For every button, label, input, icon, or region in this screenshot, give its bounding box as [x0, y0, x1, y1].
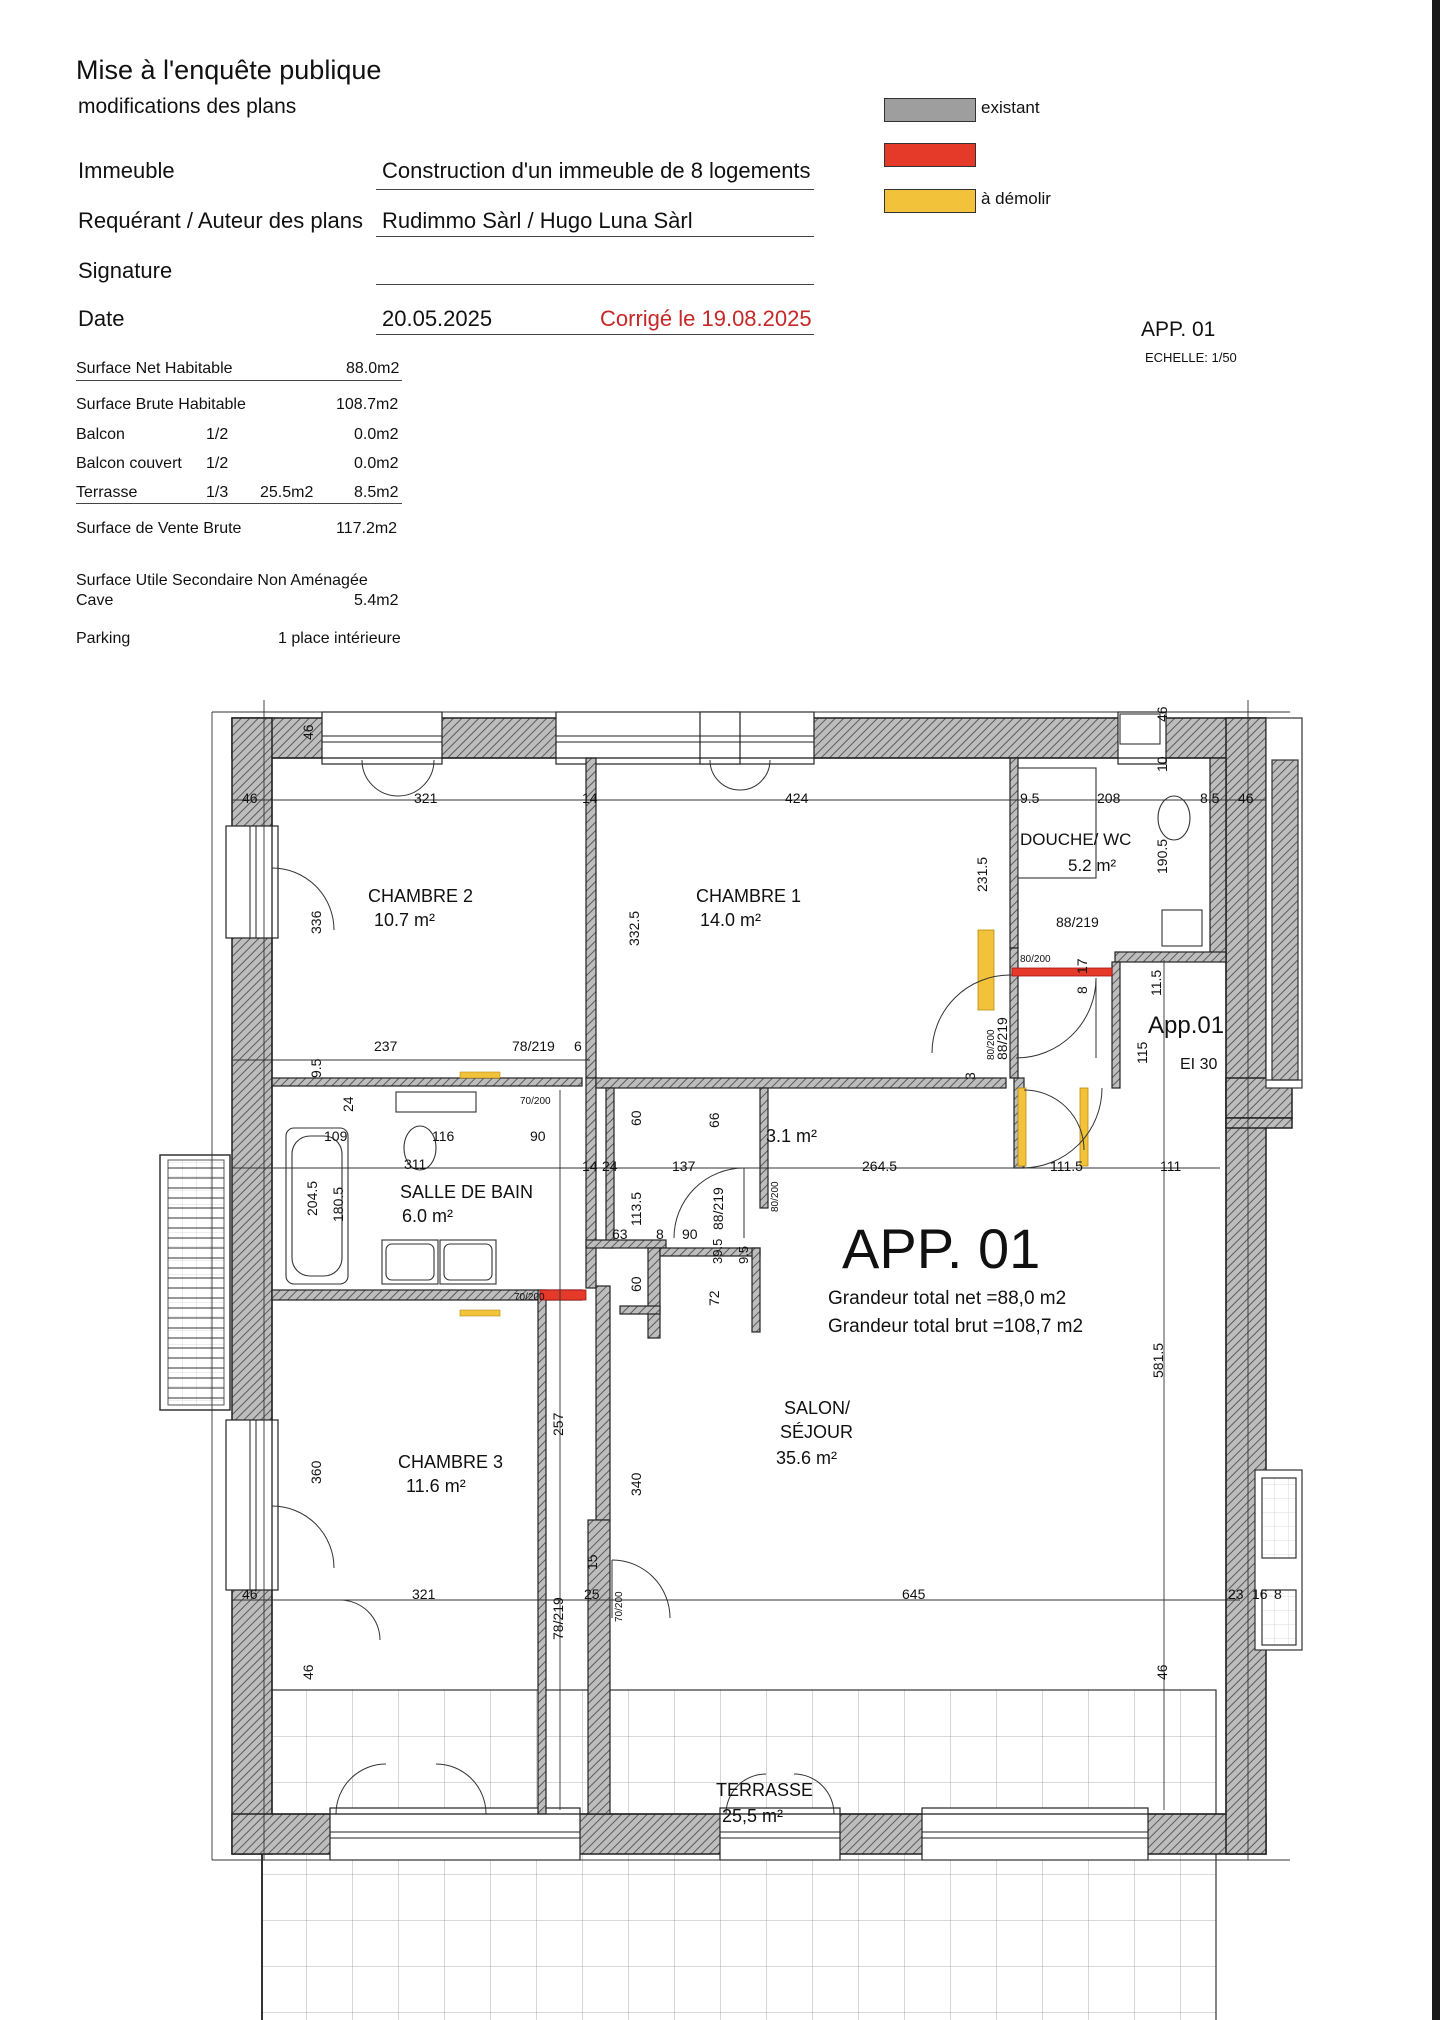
surface-label: Surface de Vente Brute — [76, 520, 242, 537]
surface-label: Surface Net Habitable — [76, 360, 233, 377]
dim-label: 231.5 — [974, 856, 990, 892]
surface-label: Surface Utile Secondaire Non Aménagée — [76, 572, 368, 589]
surface-value: 117.2m2 — [336, 520, 398, 537]
plan-big-title: APP. 01 — [842, 1217, 1041, 1280]
info-value-requerant: Rudimmo Sàrl / Hugo Luna Sàrl — [382, 208, 693, 233]
entrance-label: App.01 — [1148, 1012, 1225, 1039]
room-area: 25,5 m² — [722, 1806, 784, 1826]
room-area: 10.7 m² — [374, 910, 436, 930]
dim-label: 14 — [582, 790, 598, 806]
dim-label: 46 — [1238, 790, 1254, 806]
dim-label: 9.5 — [736, 1245, 751, 1264]
room-name: CHAMBRE 3 — [398, 1452, 504, 1472]
plan-total-net: Grandeur total net =88,0 m2 — [828, 1288, 1067, 1309]
dim-label: 70/200 — [520, 1096, 551, 1107]
surface-label: Surface Brute Habitable — [76, 396, 246, 413]
page-title: Mise à l'enquête publique — [76, 55, 382, 85]
surface-label: Cave — [76, 592, 114, 609]
dim-label: 113.5 — [628, 1192, 644, 1226]
dim-label: 78/219 — [512, 1038, 555, 1054]
info-label-date: Date — [78, 306, 125, 331]
entrance-rating: EI 30 — [1180, 1056, 1218, 1073]
dim-label: 90 — [530, 1128, 546, 1144]
surface-value: 88.0m2 — [346, 360, 400, 377]
dim-label: 17 — [1074, 958, 1090, 974]
info-value-date: 20.05.2025 — [382, 306, 493, 331]
dim-label: 46 — [300, 724, 316, 740]
dim-label: 11.5 — [1148, 969, 1164, 996]
dim-label: 72 — [706, 1290, 722, 1306]
dim-label: 78/219 — [550, 1597, 566, 1640]
dim-label: 9.5 — [308, 1058, 324, 1078]
surface-label: Balcon — [76, 426, 125, 443]
surface-label: Parking — [76, 630, 131, 647]
dim-label: 340 — [628, 1472, 644, 1496]
room-area: 6.0 m² — [402, 1206, 454, 1226]
dim-label: 88/219 — [1056, 914, 1099, 930]
dim-label: 63 — [612, 1226, 628, 1242]
dim-label: 24 — [602, 1158, 618, 1174]
app-name: APP. 01 — [1141, 318, 1216, 341]
dim-label: 46 — [1154, 706, 1170, 722]
dim-label: 257 — [550, 1412, 566, 1436]
room-name: CHAMBRE 1 — [696, 886, 802, 906]
room-area: 3.1 m² — [766, 1126, 818, 1146]
surface-value: 5.4m2 — [354, 592, 399, 609]
dim-label: 581.5 — [1150, 1342, 1166, 1378]
dim-label: 9.5 — [1020, 790, 1040, 806]
dim-label: 60 — [628, 1110, 644, 1126]
dim-label: 311 — [404, 1156, 427, 1172]
info-label-signature: Signature — [78, 258, 173, 283]
dim-label: 8 — [656, 1226, 664, 1242]
surface-value: 108.7m2 — [336, 396, 399, 413]
dim-label: 204.5 — [304, 1180, 320, 1216]
dim-label: 116 — [432, 1128, 455, 1144]
dim-label: 88/219 — [994, 1017, 1010, 1060]
dim-label: 3 — [962, 1072, 978, 1080]
dim-label: 109 — [324, 1128, 348, 1144]
dim-label: 46 — [1154, 1664, 1170, 1680]
surface-extra: 25.5m2 — [260, 484, 314, 501]
dim-label: 8 — [1274, 1586, 1282, 1602]
dim-label: 14 — [582, 1158, 598, 1174]
dim-label: 336 — [308, 910, 324, 934]
room-name-2: SÉJOUR — [780, 1422, 854, 1442]
surface-label: Balcon couvert — [76, 455, 182, 472]
dim-label: 190.5 — [1154, 838, 1170, 874]
correction-date: Corrigé le 19.08.2025 — [600, 306, 812, 331]
dim-label: 111 — [1160, 1158, 1182, 1174]
dim-label: 39.5 — [710, 1238, 725, 1264]
room-name: CHAMBRE 2 — [368, 886, 474, 906]
dim-label: 424 — [785, 790, 809, 806]
dim-label: 46 — [242, 1586, 258, 1602]
dim-label: 88/219 — [710, 1187, 726, 1230]
room-name: TERRASSE — [716, 1780, 814, 1800]
room-area: 14.0 m² — [700, 910, 762, 930]
dim-label: 80/200 — [770, 1181, 781, 1212]
dim-label: 111.5 — [1050, 1158, 1083, 1174]
dim-label: 60 — [628, 1276, 644, 1292]
room-area: 11.6 m² — [406, 1476, 466, 1496]
dim-label: 46 — [300, 1664, 316, 1680]
dim-label: 90 — [682, 1226, 698, 1242]
dim-label: 8 — [1074, 986, 1090, 994]
dim-label: 321 — [412, 1586, 436, 1602]
dim-label: 137 — [672, 1158, 696, 1174]
surface-label: Terrasse — [76, 484, 138, 501]
surface-frac: 1/3 — [206, 484, 229, 501]
surface-value: 0.0m2 — [354, 455, 399, 472]
legend-label-demolir: à démolir — [981, 189, 1051, 208]
dim-label: 208 — [1097, 790, 1121, 806]
dim-label: 180.5 — [330, 1186, 346, 1222]
dim-label: 321 — [414, 790, 438, 806]
dim-label: 115 — [1134, 1041, 1150, 1064]
surface-frac: 1/2 — [206, 455, 229, 472]
info-label-requerant: Requérant / Auteur des plans — [78, 208, 363, 233]
dim-label: 645 — [902, 1586, 926, 1602]
room-area: 35.6 m² — [776, 1448, 838, 1468]
surface-value: 1 place intérieure — [278, 630, 401, 647]
windows — [226, 712, 1166, 1860]
room-name: SALLE DE BAIN — [400, 1182, 534, 1202]
room-area: 5.2 m² — [1068, 856, 1117, 875]
dim-label: 70/200 — [614, 1591, 625, 1622]
dim-label: 15 — [584, 1554, 600, 1570]
dim-label: 264.5 — [862, 1158, 898, 1174]
surface-value: 0.0m2 — [354, 426, 399, 443]
dim-label: 237 — [374, 1038, 398, 1054]
dim-label: 332.5 — [626, 910, 642, 946]
dim-label: 10 — [1154, 756, 1170, 772]
page-subtitle: modifications des plans — [78, 95, 297, 118]
dim-label: 46 — [242, 790, 258, 806]
dim-label: 25 — [584, 1586, 600, 1602]
dim-label: 66 — [706, 1112, 722, 1128]
dim-label: 360 — [308, 1460, 324, 1484]
legend-label-existant: existant — [981, 98, 1040, 117]
dim-label: 80/200 — [986, 1029, 997, 1060]
dim-label: 80/200 — [1020, 954, 1051, 965]
room-name: DOUCHE/ WC — [1020, 830, 1132, 849]
page-edge — [1432, 0, 1440, 2020]
dim-label: 24 — [340, 1096, 356, 1112]
dim-label: 6 — [574, 1038, 582, 1054]
dimension-lines — [212, 700, 1290, 1860]
dim-label: 70/200 — [514, 1292, 545, 1303]
left-balcony-rail — [160, 1155, 230, 1410]
dim-label: 23 — [1228, 1586, 1244, 1602]
surface-value: 8.5m2 — [354, 484, 399, 501]
info-value-immeuble: Construction d'un immeuble de 8 logements — [382, 158, 811, 183]
room-name: SALON/ — [784, 1398, 851, 1418]
dim-label: 8.5 — [1200, 790, 1220, 806]
plan-total-brut: Grandeur total brut =108,7 m2 — [828, 1316, 1084, 1337]
app-scale: ECHELLE: 1/50 — [1145, 350, 1237, 365]
dim-label: 16 — [1252, 1586, 1268, 1602]
info-label-immeuble: Immeuble — [78, 158, 175, 183]
surface-frac: 1/2 — [206, 426, 229, 443]
